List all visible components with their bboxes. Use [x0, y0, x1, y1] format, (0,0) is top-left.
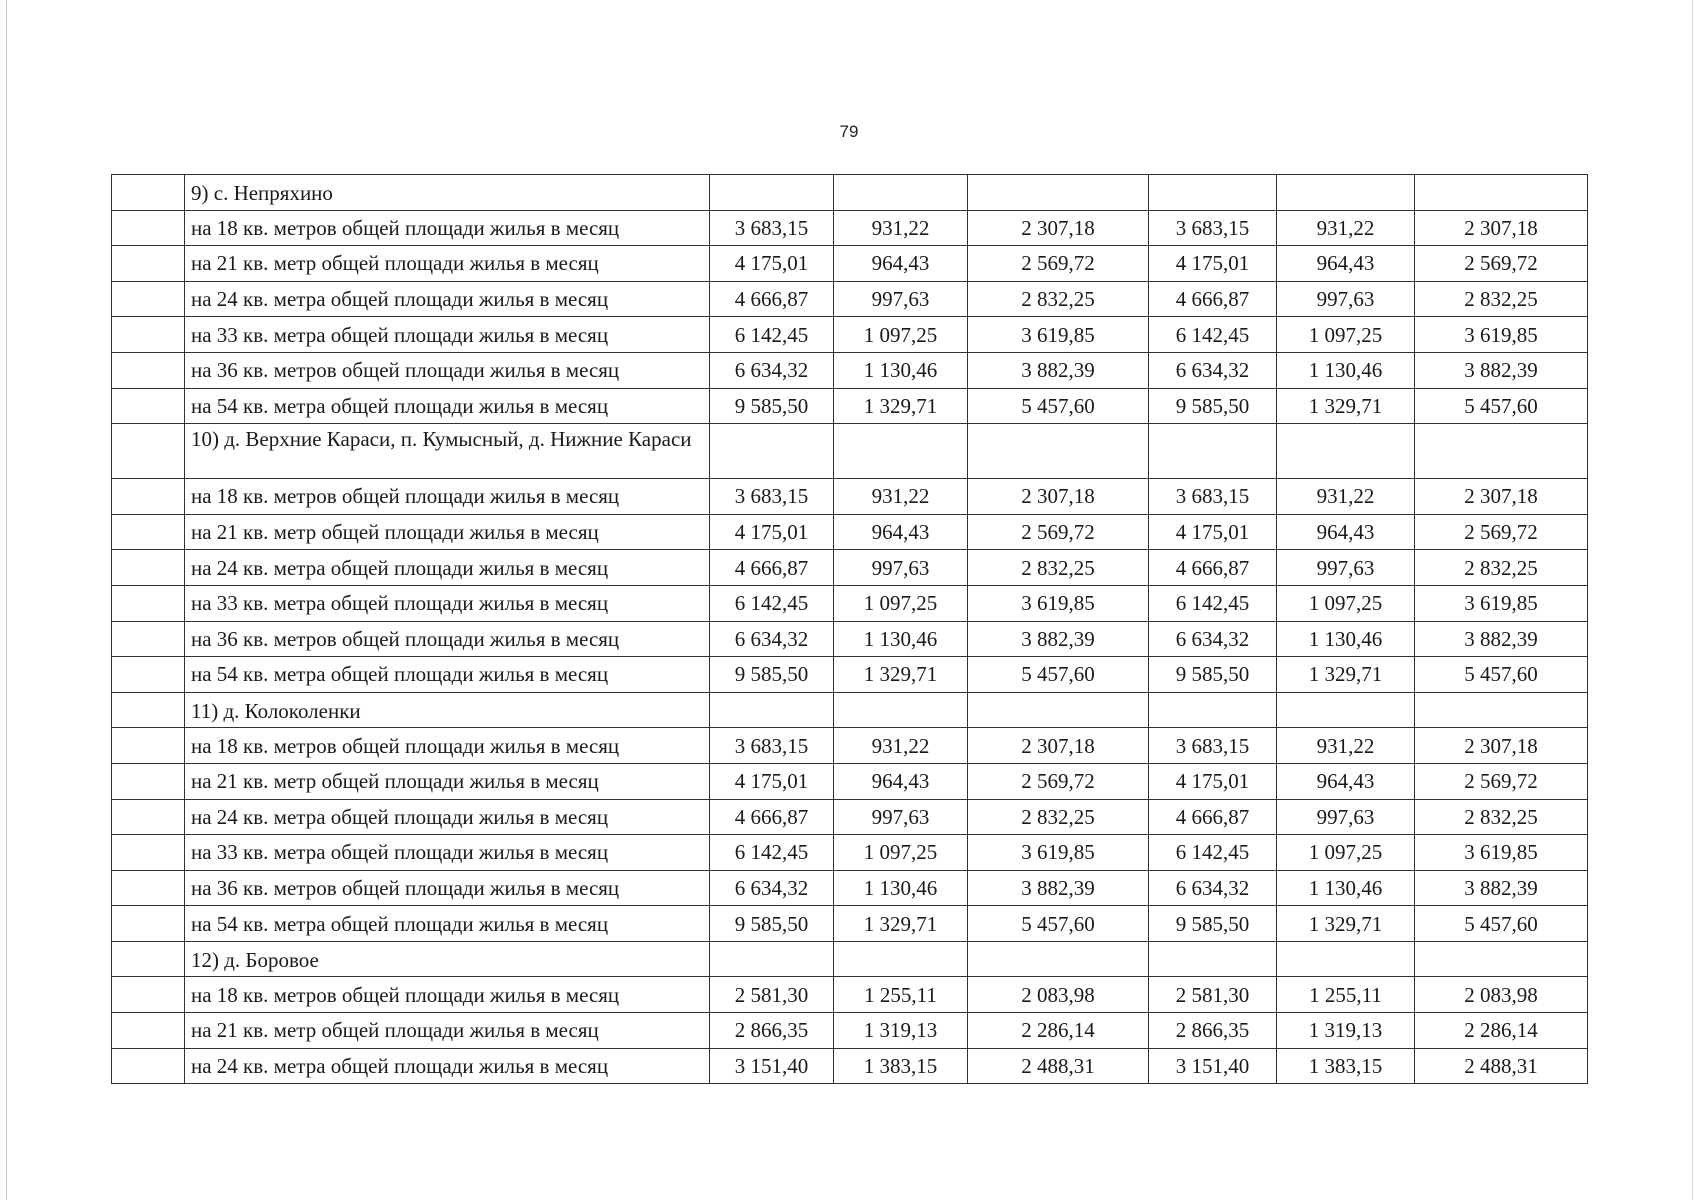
row-label: на 54 кв. метра общей площади жилья в месяц [185, 388, 710, 424]
row-label: на 33 кв. метра общей площади жилья в месяц [185, 835, 710, 871]
value-cell: 1 329,71 [1277, 906, 1415, 942]
value-cell: 2 307,18 [968, 479, 1149, 515]
value-cell: 931,22 [1277, 728, 1415, 764]
empty-cell [1277, 175, 1415, 211]
value-cell: 2 307,18 [1415, 210, 1588, 246]
empty-cell [1149, 692, 1277, 728]
empty-cell [968, 424, 1149, 479]
value-cell: 1 319,13 [834, 1013, 968, 1049]
row-label: на 24 кв. метра общей площади жилья в месяц [185, 1048, 710, 1084]
empty-cell [1149, 175, 1277, 211]
value-cell: 3 882,39 [968, 870, 1149, 906]
row-number-cell [112, 281, 185, 317]
value-cell: 5 457,60 [968, 906, 1149, 942]
row-number-cell [112, 550, 185, 586]
section-heading: 9) с. Непряхино [185, 175, 710, 211]
value-cell: 1 255,11 [1277, 977, 1415, 1013]
value-cell: 3 882,39 [1415, 870, 1588, 906]
table-row [112, 514, 1588, 550]
value-cell: 4 175,01 [710, 514, 834, 550]
empty-cell [1277, 424, 1415, 479]
value-cell: 3 882,39 [1415, 621, 1588, 657]
value-cell: 2 307,18 [968, 728, 1149, 764]
table-row [112, 763, 1588, 799]
empty-cell [834, 941, 968, 977]
section-heading-row [112, 941, 1588, 977]
section-heading-row [112, 424, 1588, 479]
value-cell: 931,22 [834, 479, 968, 515]
empty-cell [1415, 692, 1588, 728]
row-number-cell [112, 763, 185, 799]
value-cell: 1 097,25 [1277, 585, 1415, 621]
table-row [112, 352, 1588, 388]
value-cell: 4 175,01 [1149, 246, 1277, 282]
value-cell: 3 882,39 [1415, 352, 1588, 388]
value-cell: 1 097,25 [1277, 317, 1415, 353]
row-number-cell [112, 246, 185, 282]
value-cell: 9 585,50 [1149, 906, 1277, 942]
value-cell: 2 569,72 [1415, 514, 1588, 550]
value-cell: 3 151,40 [710, 1048, 834, 1084]
value-cell: 6 634,32 [1149, 870, 1277, 906]
empty-cell [834, 692, 968, 728]
value-cell: 1 319,13 [1277, 1013, 1415, 1049]
value-cell: 1 130,46 [834, 870, 968, 906]
row-label: на 18 кв. метров общей площади жилья в месяц [185, 977, 710, 1013]
row-number-cell [112, 941, 185, 977]
section-heading: 10) д. Верхние Караси, п. Кумысный, д. Нижние Караси [185, 424, 710, 479]
value-cell: 4 666,87 [1149, 550, 1277, 586]
table-row [112, 977, 1588, 1013]
value-cell: 9 585,50 [1149, 657, 1277, 693]
table-row [112, 388, 1588, 424]
value-cell: 2 307,18 [1415, 479, 1588, 515]
value-cell: 1 255,11 [834, 977, 968, 1013]
table-row [112, 210, 1588, 246]
value-cell: 3 619,85 [1415, 585, 1588, 621]
scan-edge-right [1692, 0, 1693, 1200]
value-cell: 2 488,31 [1415, 1048, 1588, 1084]
value-cell: 997,63 [834, 550, 968, 586]
value-cell: 3 619,85 [968, 317, 1149, 353]
row-label: на 24 кв. метра общей площади жилья в месяц [185, 550, 710, 586]
empty-cell [968, 175, 1149, 211]
row-label: на 21 кв. метр общей площади жилья в месяц [185, 1013, 710, 1049]
value-cell: 997,63 [834, 281, 968, 317]
value-cell: 3 619,85 [968, 835, 1149, 871]
empty-cell [710, 175, 834, 211]
table-row [112, 479, 1588, 515]
value-cell: 4 666,87 [710, 550, 834, 586]
row-number-cell [112, 585, 185, 621]
value-cell: 9 585,50 [1149, 388, 1277, 424]
value-cell: 2 286,14 [968, 1013, 1149, 1049]
value-cell: 2 832,25 [1415, 799, 1588, 835]
value-cell: 964,43 [834, 246, 968, 282]
empty-cell [1277, 941, 1415, 977]
value-cell: 2 866,35 [710, 1013, 834, 1049]
value-cell: 5 457,60 [1415, 388, 1588, 424]
value-cell: 2 569,72 [1415, 763, 1588, 799]
value-cell: 5 457,60 [1415, 906, 1588, 942]
value-cell: 964,43 [1277, 763, 1415, 799]
table-row [112, 906, 1588, 942]
row-number-cell [112, 621, 185, 657]
value-cell: 6 142,45 [710, 835, 834, 871]
empty-cell [1149, 424, 1277, 479]
row-label: на 18 кв. метров общей площади жилья в месяц [185, 210, 710, 246]
value-cell: 4 666,87 [710, 799, 834, 835]
value-cell: 3 882,39 [968, 621, 1149, 657]
value-cell: 2 832,25 [968, 281, 1149, 317]
value-cell: 6 634,32 [1149, 621, 1277, 657]
empty-cell [968, 941, 1149, 977]
value-cell: 1 329,71 [834, 657, 968, 693]
value-cell: 1 097,25 [834, 317, 968, 353]
table-row [112, 246, 1588, 282]
value-cell: 2 083,98 [1415, 977, 1588, 1013]
value-cell: 1 329,71 [834, 906, 968, 942]
value-cell: 2 286,14 [1415, 1013, 1588, 1049]
value-cell: 6 634,32 [710, 621, 834, 657]
empty-cell [968, 692, 1149, 728]
table-row [112, 621, 1588, 657]
table-row [112, 585, 1588, 621]
value-cell: 5 457,60 [968, 657, 1149, 693]
value-cell: 3 151,40 [1149, 1048, 1277, 1084]
empty-cell [710, 941, 834, 977]
value-cell: 1 329,71 [1277, 388, 1415, 424]
value-cell: 6 142,45 [710, 317, 834, 353]
scan-edge-left [6, 0, 7, 1200]
value-cell: 2 832,25 [968, 799, 1149, 835]
value-cell: 997,63 [834, 799, 968, 835]
value-cell: 1 130,46 [1277, 621, 1415, 657]
row-number-cell [112, 835, 185, 871]
value-cell: 2 307,18 [968, 210, 1149, 246]
value-cell: 9 585,50 [710, 388, 834, 424]
section-heading: 11) д. Колоколенки [185, 692, 710, 728]
value-cell: 964,43 [834, 763, 968, 799]
table-row [112, 281, 1588, 317]
table-row [112, 1048, 1588, 1084]
row-label: на 18 кв. метров общей площади жилья в месяц [185, 479, 710, 515]
row-number-cell [112, 388, 185, 424]
value-cell: 3 882,39 [968, 352, 1149, 388]
value-cell: 4 175,01 [710, 246, 834, 282]
empty-cell [1149, 941, 1277, 977]
row-number-cell [112, 799, 185, 835]
value-cell: 4 175,01 [1149, 514, 1277, 550]
table-row [112, 657, 1588, 693]
page-number: 79 [839, 122, 859, 141]
row-number-cell [112, 175, 185, 211]
row-label: на 54 кв. метра общей площади жилья в месяц [185, 657, 710, 693]
value-cell: 964,43 [834, 514, 968, 550]
tariff-table [111, 174, 1588, 1084]
value-cell: 2 832,25 [1415, 281, 1588, 317]
row-number-cell [112, 977, 185, 1013]
row-number-cell [112, 657, 185, 693]
value-cell: 6 634,32 [1149, 352, 1277, 388]
value-cell: 3 683,15 [1149, 479, 1277, 515]
row-number-cell [112, 479, 185, 515]
value-cell: 3 683,15 [1149, 728, 1277, 764]
row-number-cell [112, 906, 185, 942]
table-row [112, 1013, 1588, 1049]
row-label: на 24 кв. метра общей площади жилья в месяц [185, 281, 710, 317]
value-cell: 2 569,72 [1415, 246, 1588, 282]
row-label: на 36 кв. метров общей площади жилья в месяц [185, 621, 710, 657]
empty-cell [1415, 175, 1588, 211]
empty-cell [1415, 424, 1588, 479]
row-label: на 24 кв. метра общей площади жилья в месяц [185, 799, 710, 835]
value-cell: 2 569,72 [968, 763, 1149, 799]
value-cell: 931,22 [834, 210, 968, 246]
value-cell: 2 832,25 [968, 550, 1149, 586]
value-cell: 2 569,72 [968, 246, 1149, 282]
value-cell: 1 130,46 [834, 352, 968, 388]
row-label: на 36 кв. метров общей площади жилья в месяц [185, 870, 710, 906]
value-cell: 1 329,71 [1277, 657, 1415, 693]
value-cell: 6 142,45 [1149, 317, 1277, 353]
value-cell: 3 683,15 [710, 479, 834, 515]
row-label: на 21 кв. метр общей площади жилья в месяц [185, 246, 710, 282]
value-cell: 997,63 [1277, 799, 1415, 835]
empty-cell [834, 175, 968, 211]
tariff-table-body [112, 175, 1588, 1084]
row-number-cell [112, 692, 185, 728]
value-cell: 1 383,15 [834, 1048, 968, 1084]
value-cell: 2 488,31 [968, 1048, 1149, 1084]
value-cell: 997,63 [1277, 281, 1415, 317]
value-cell: 5 457,60 [1415, 657, 1588, 693]
row-label: на 36 кв. метров общей площади жилья в месяц [185, 352, 710, 388]
row-number-cell [112, 352, 185, 388]
row-number-cell [112, 728, 185, 764]
value-cell: 964,43 [1277, 514, 1415, 550]
empty-cell [1277, 692, 1415, 728]
value-cell: 4 666,87 [1149, 799, 1277, 835]
row-label: на 21 кв. метр общей площади жилья в месяц [185, 514, 710, 550]
value-cell: 3 619,85 [1415, 835, 1588, 871]
section-heading-row [112, 175, 1588, 211]
value-cell: 931,22 [1277, 479, 1415, 515]
value-cell: 931,22 [1277, 210, 1415, 246]
row-number-cell [112, 1013, 185, 1049]
value-cell: 1 130,46 [1277, 352, 1415, 388]
value-cell: 9 585,50 [710, 906, 834, 942]
value-cell: 3 619,85 [1415, 317, 1588, 353]
value-cell: 964,43 [1277, 246, 1415, 282]
value-cell: 6 634,32 [710, 352, 834, 388]
table-row [112, 317, 1588, 353]
value-cell: 2 832,25 [1415, 550, 1588, 586]
empty-cell [710, 424, 834, 479]
value-cell: 3 683,15 [710, 728, 834, 764]
row-number-cell [112, 210, 185, 246]
value-cell: 3 619,85 [968, 585, 1149, 621]
value-cell: 2 581,30 [1149, 977, 1277, 1013]
value-cell: 931,22 [834, 728, 968, 764]
value-cell: 3 683,15 [1149, 210, 1277, 246]
row-number-cell [112, 514, 185, 550]
value-cell: 2 307,18 [1415, 728, 1588, 764]
empty-cell [1415, 941, 1588, 977]
value-cell: 6 142,45 [1149, 585, 1277, 621]
value-cell: 3 683,15 [710, 210, 834, 246]
section-heading: 12) д. Боровое [185, 941, 710, 977]
value-cell: 1 097,25 [1277, 835, 1415, 871]
value-cell: 2 083,98 [968, 977, 1149, 1013]
table-row [112, 799, 1588, 835]
value-cell: 4 175,01 [1149, 763, 1277, 799]
empty-cell [834, 424, 968, 479]
value-cell: 1 097,25 [834, 835, 968, 871]
value-cell: 6 142,45 [710, 585, 834, 621]
row-number-cell [112, 870, 185, 906]
row-label: на 21 кв. метр общей площади жилья в месяц [185, 763, 710, 799]
value-cell: 2 569,72 [968, 514, 1149, 550]
value-cell: 1 097,25 [834, 585, 968, 621]
value-cell: 2 581,30 [710, 977, 834, 1013]
row-label: на 18 кв. метров общей площади жилья в месяц [185, 728, 710, 764]
row-number-cell [112, 317, 185, 353]
table-row [112, 835, 1588, 871]
value-cell: 6 142,45 [1149, 835, 1277, 871]
row-label: на 33 кв. метра общей площади жилья в месяц [185, 585, 710, 621]
value-cell: 5 457,60 [968, 388, 1149, 424]
value-cell: 1 383,15 [1277, 1048, 1415, 1084]
value-cell: 1 130,46 [1277, 870, 1415, 906]
empty-cell [710, 692, 834, 728]
row-label: на 54 кв. метра общей площади жилья в месяц [185, 906, 710, 942]
table-row [112, 550, 1588, 586]
value-cell: 4 175,01 [710, 763, 834, 799]
value-cell: 9 585,50 [710, 657, 834, 693]
table-row [112, 870, 1588, 906]
value-cell: 1 130,46 [834, 621, 968, 657]
table-row [112, 728, 1588, 764]
row-label: на 33 кв. метра общей площади жилья в месяц [185, 317, 710, 353]
value-cell: 6 634,32 [710, 870, 834, 906]
row-number-cell [112, 1048, 185, 1084]
row-number-cell [112, 424, 185, 479]
value-cell: 2 866,35 [1149, 1013, 1277, 1049]
value-cell: 4 666,87 [710, 281, 834, 317]
value-cell: 997,63 [1277, 550, 1415, 586]
value-cell: 1 329,71 [834, 388, 968, 424]
section-heading-row [112, 692, 1588, 728]
value-cell: 4 666,87 [1149, 281, 1277, 317]
